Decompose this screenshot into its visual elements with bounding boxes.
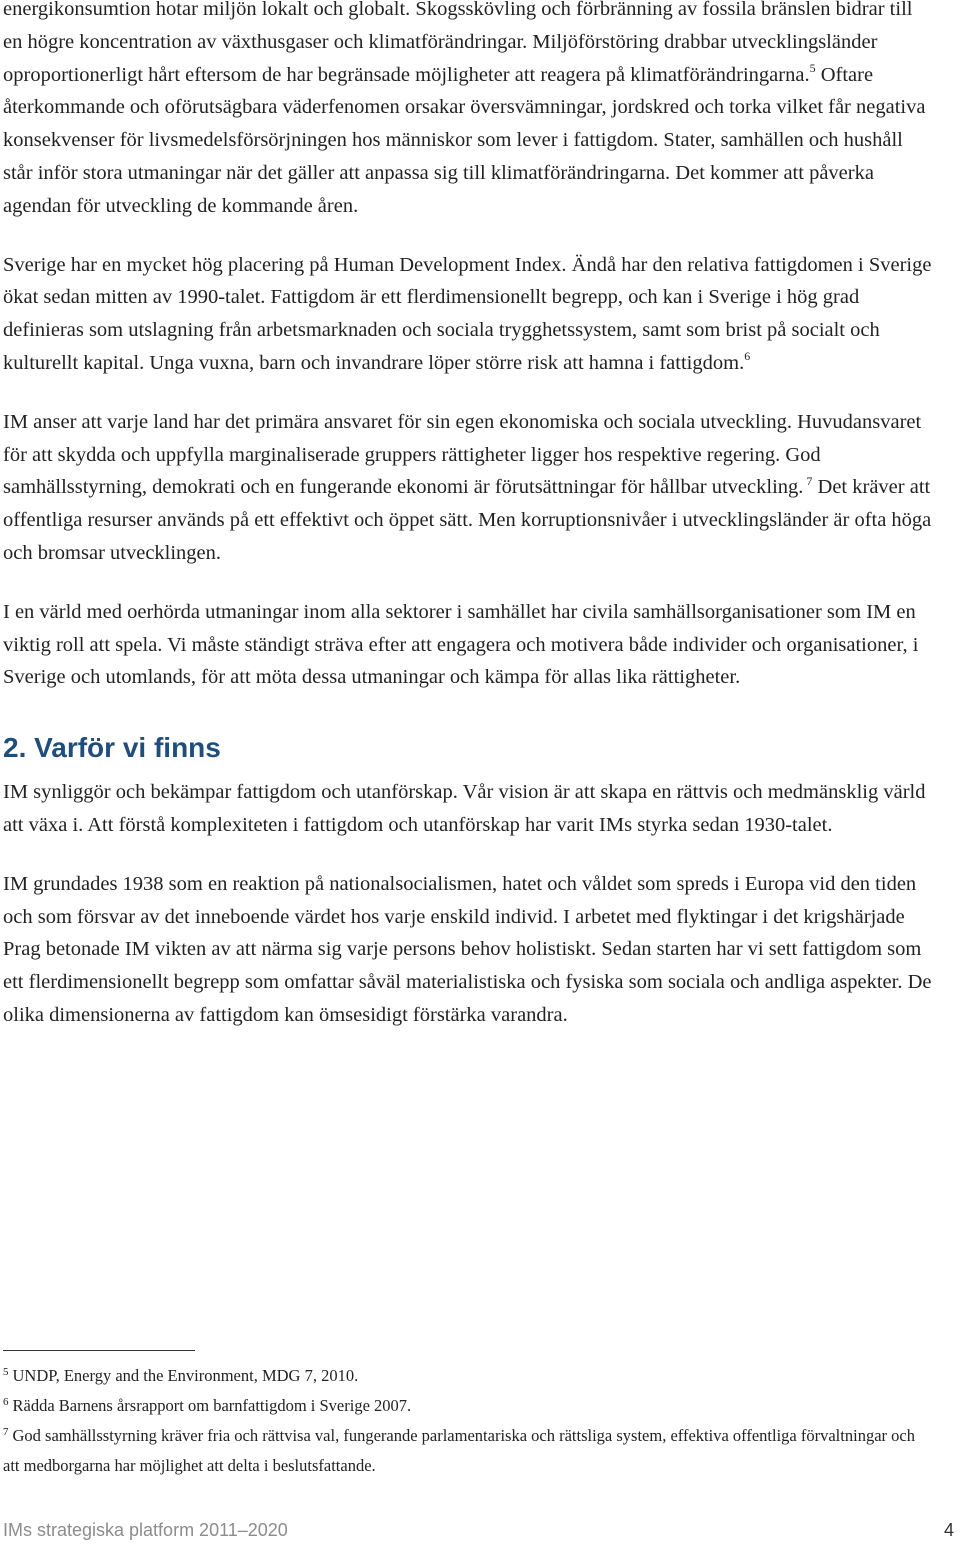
- paragraph-responsibility-text-cont: Det kräver att offentliga resurser används på ett effektivt och öppet sätt. Men korruptionsnivåer i utvecklingsländer är ofta höga och bromsar utvecklingen.: [3, 476, 932, 564]
- paragraph-climate-text: energikonsumtion hotar miljön lokalt och globalt. Skogsskövling och förbränning av fossila bränslen bidrar till en högre koncentration av växthusgaser och klimatförändringar. Miljöförstöring drabbar utvecklingsländer oproportionerligt hårt eftersom de har begränsade möjligheter att reagera på klimatförändringarna.: [3, 0, 913, 86]
- footnotes: [3, 1362, 933, 1479]
- paragraph-civil-society: I en värld med oerhörda utmaningar inom alla sektorer i samhället har civila samhällsorganisationer som IM en viktig roll att spela. Vi måste ständigt sträva efter att engagera och motivera både individer och organisationer, i Sverige och utomlands, för att möta dessa utmaningar och kämpa för allas lika rättigheter.: [3, 600, 919, 689]
- paragraph-sweden-poverty: [3, 249, 933, 380]
- footnote-number: 7: [3, 1426, 9, 1438]
- footnote-6: [3, 1392, 933, 1422]
- paragraph-climate-text-cont: Oftare återkommande och oförutsägbara väderfenomen orsakar översvämningar, jordskred och torka vilket får negativa konsekvenser för livsmedelsförsörjningen hos människor som lever i fattigdom. Stater, samhällen och hushåll står inför stora utmaningar när det gäller att anpassa sig till klimatförändringarna. Det kommer att påverka agendan för utveckling de kommande åren.: [3, 63, 926, 217]
- footer-title: IMs strategiska platform 2011–2020: [3, 1520, 288, 1540]
- footnote-7: [3, 1422, 933, 1479]
- footnote-number: 5: [3, 1366, 9, 1378]
- footnote-ref-6[interactable]: 6: [744, 349, 751, 364]
- paragraph-climate: [3, 0, 933, 223]
- footnote-text: UNDP, Energy and the Environment, MDG 7, 2010.: [12, 1366, 359, 1385]
- footnote-divider: [3, 1350, 195, 1351]
- footnote-number: 6: [3, 1396, 9, 1408]
- footnote-ref-7[interactable]: 7: [803, 473, 813, 488]
- paragraph-responsibility: [3, 406, 933, 570]
- footnote-text: Rädda Barnens årsrapport om barnfattigdom i Sverige 2007.: [12, 1396, 412, 1415]
- section-heading: 2. Varför vi finns: [3, 732, 221, 764]
- paragraph-responsibility-text: IM anser att varje land har det primära ansvaret för sin egen ekonomiska och sociala utveckling. Huvudansvaret för att skydda och uppfylla marginaliserade gruppers rättigheter ligger hos respektive regering. God samhällsstyrning, demokrati och en fungerande ekonomi är förutsättningar för hållbar utveckling.: [3, 410, 922, 499]
- footnote-ref-5[interactable]: 5: [809, 60, 816, 75]
- paragraph-vision: IM synliggör och bekämpar fattigdom och utanförskap. Vår vision är att skapa en rättvis och medmänsklig värld att växa i. Att förstå komplexiteten i fattigdom och utanförskap har varit IMs styrka sedan 1930-talet.: [3, 781, 926, 836]
- page-number: 4: [943, 1520, 954, 1540]
- document-body: [3, 0, 933, 1032]
- paragraph-sweden-poverty-text: Sverige har en mycket hög placering på Human Development Index. Ändå har den relativa fattigdomen i Sverige ökat sedan mitten av 1990-talet. Fattigdom är ett flerdimensionellt begrepp, och kan i Sverige i hög grad definieras som utslagning från arbetsmarknaden och sociala trygghetssystem, samt som brist på socialt och kulturellt kapital. Unga vuxna, barn och invandrare löper större risk att hamna i fattigdom.: [3, 253, 932, 374]
- paragraph-history: IM grundades 1938 som en reaktion på nationalsocialismen, hatet och våldet som spreds i Europa vid den tiden och som försvar av det inneboende värdet hos varje enskild individ. I arbetet med flyktingar i det krigshärjade Prag betonade IM vikten av att närma sig varje persons behov holistiskt. Sedan starten har vi sett fattigdom som ett flerdimensionellt begrepp som omfattar såväl materialistiska och fysiska som sociala och andliga aspekter. De olika dimensionerna av fattigdom kan ömsesidigt förstärka varandra.: [3, 872, 932, 1026]
- page-footer: [3, 1520, 954, 1546]
- footnote-text: God samhällsstyrning kräver fria och rättvisa val, fungerande parlamentariska och rättsliga system, effektiva offentliga förvaltningar och att medborgarna har möjlighet att delta i beslutsfattande.: [3, 1426, 915, 1475]
- footnote-5: [3, 1362, 933, 1392]
